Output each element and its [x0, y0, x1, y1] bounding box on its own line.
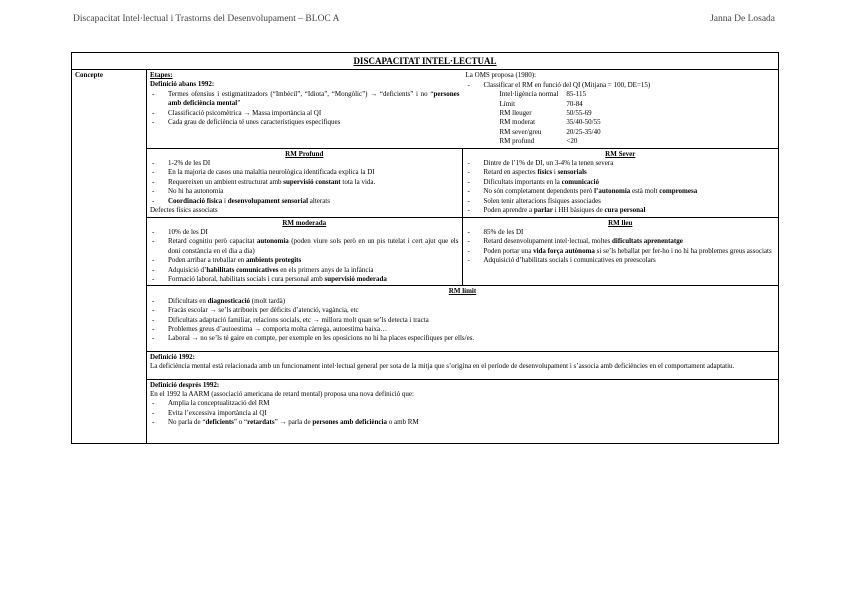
def-after-1992-cell	[147, 379, 778, 443]
rm-lleu-cell	[463, 218, 779, 286]
rm-sever-cell	[463, 149, 779, 217]
table-row: Intel·ligència normal 85-115	[499, 90, 586, 99]
rm-sever-title: RM Sever	[605, 149, 636, 158]
list-item: - Coordinació física i desenvolupament sensorial alterats	[150, 197, 459, 206]
list-item: - Poden portar una vida força autònoma si se’ls heballat per fer-ho i no hi ha problemes greus associats	[466, 247, 776, 256]
list-item: - Dintre de l’1% de DI, un 3-4% la tenen severa	[466, 159, 776, 168]
table-row: RM sever/greu 20/25-35/40	[499, 127, 601, 136]
concept-content	[147, 70, 778, 443]
list-item: - Poden aprendre a parlar i HH bàsiques de cura personal	[466, 206, 776, 215]
list-item: - Cada grau de deficiència té unes característiques específiques	[150, 118, 460, 127]
list-item: - Fracàs escolar → se’ls atribueix per dèficits d’atenció, vagància, etc	[150, 306, 775, 315]
list-item: - Dificultats adaptació familiar, relacions socials, etc → millora molt quan se’ls detecta i tracta	[150, 316, 775, 325]
concept-row	[72, 70, 778, 443]
rm-moderada-title: RM moderada	[282, 218, 327, 227]
list-item: - Solen tenir alteracions físiques associades	[466, 197, 776, 206]
list-item: - Evita l’excessiva importància al QI	[150, 409, 775, 418]
list-item: - Requereixen un ambient estructurat amb supervisió constant tota la vida.	[150, 178, 459, 187]
list-item: - Amplia la conceptualització del RM	[150, 399, 775, 408]
rm-limit-cell	[147, 285, 778, 350]
rm-profund-cell	[147, 149, 463, 217]
list-item: - Formació laboral, habilitats socials i cura personal amb supervisió moderada	[150, 275, 459, 284]
list-item: - Dificultats en diagnosticació (molt tardà)	[150, 297, 775, 306]
rm-profund-title: RM Profund	[285, 149, 324, 158]
list-item: - Termes ofensius i estigmatitzadors (“Imbècil”, “Idiota”, “Mongòlic”) → “deficients” i no “persones amb deficiència mental”	[150, 90, 460, 109]
page-header-left: Discapacitat Intel·lectual i Trastorns del Desenvolupament – BLOC A	[73, 14, 340, 24]
def-after-1992-title: Definició després 1992:	[150, 380, 220, 389]
list-item: - 85% de les DI	[466, 228, 776, 237]
def-before-1992-list	[150, 90, 460, 128]
document-table	[71, 52, 779, 444]
rm-profund-note: Defectes físics associats	[150, 206, 218, 215]
list-item: - Adquisició d’habilitats socials i comunicatives en preescolars	[466, 256, 776, 265]
list-item: - No hi ha autonomia	[150, 187, 459, 196]
document-title: DISCAPACITAT INTEL·LECTUAL	[72, 53, 778, 70]
list-item: - 1-2% de les DI	[150, 159, 459, 168]
rm-limit-title: RM límit	[448, 287, 477, 296]
rm-profund-sever-row	[147, 148, 778, 217]
list-item: - No són completament dependents però l’autonomia està molt compromesa	[466, 187, 776, 196]
table-row: RM profund <20	[499, 137, 578, 146]
rm-moderada-cell	[147, 218, 463, 286]
def-1992-title: Definició 1992:	[150, 352, 195, 361]
list-item: - Retard desenvolupament intel·lectual, moltes dificultats aprenentatge	[466, 237, 776, 246]
def-before-1992-title: Definició abans 1992:	[150, 80, 215, 89]
list-item: - No parla de “deficients” o “retardats” → parla de persones amb deficiència o amb RM	[150, 418, 775, 427]
rm-lleu-title: RM lleu	[608, 218, 633, 227]
def-1992-text: La deficiència mental està relacionada amb un funcionament intel·lectual general per sota de la mitja que s’origina en el període de desenvolupament i s’associa amb deficiències en el comportament adaptatiu.	[150, 362, 735, 371]
table-row: RM moderat 35/40-50/55	[499, 118, 601, 127]
list-item: - Problemes greus d’autoestima → comporta molta càrrega, autoestima baixa…	[150, 325, 775, 334]
concept-label: Concepte	[72, 70, 147, 443]
list-item: - Classificació psicomètrica → Massa importància al QI	[150, 109, 460, 118]
list-item: - 10% de les DI	[150, 228, 459, 237]
table-row: Límit 70-84	[499, 99, 583, 108]
list-item: - Poden arribar a treballar en ambients protegits	[150, 256, 459, 265]
list-item: - En la majoria de casos una malaltia neurològica identificada explica la DI	[150, 168, 459, 177]
rm-moderada-lleu-row	[147, 217, 778, 286]
list-item: - Dificultats importants en la comunicació	[466, 178, 776, 187]
def-after-1992-intro: En el 1992 la AARM (associació americana de retard mental) proposa una nova definició que:	[150, 390, 414, 398]
def-1992-cell	[147, 351, 778, 379]
list-item: - Adquisició d’habilitats comunicatives en els primers anys de la infància	[150, 266, 459, 275]
list-item: - Laboral → no se’ls té gaire en compte, per exemple en les oposicions no hi ha places específiques per ells/es.	[150, 334, 775, 343]
list-item: - Retard en aspectes físics i sensorials	[466, 168, 776, 177]
oms-intro: La OMS proposa (1980):	[465, 71, 537, 80]
oms-item: - Classificar el RM en funció del QI (Mitjana = 100, DE=15)	[466, 81, 776, 90]
table-row: RM lleuger 50/55-69	[499, 109, 592, 118]
page-header-right: Janna De Losada	[710, 14, 775, 24]
etapes-heading: Etapes:	[150, 71, 173, 79]
list-item: - Retard cognitiu però capacitat autonomia (poden viure sols però en un pis tutelat i cert ajut que els doni constància en el dia a dia)	[150, 237, 459, 256]
qi-scale-table	[500, 90, 609, 146]
